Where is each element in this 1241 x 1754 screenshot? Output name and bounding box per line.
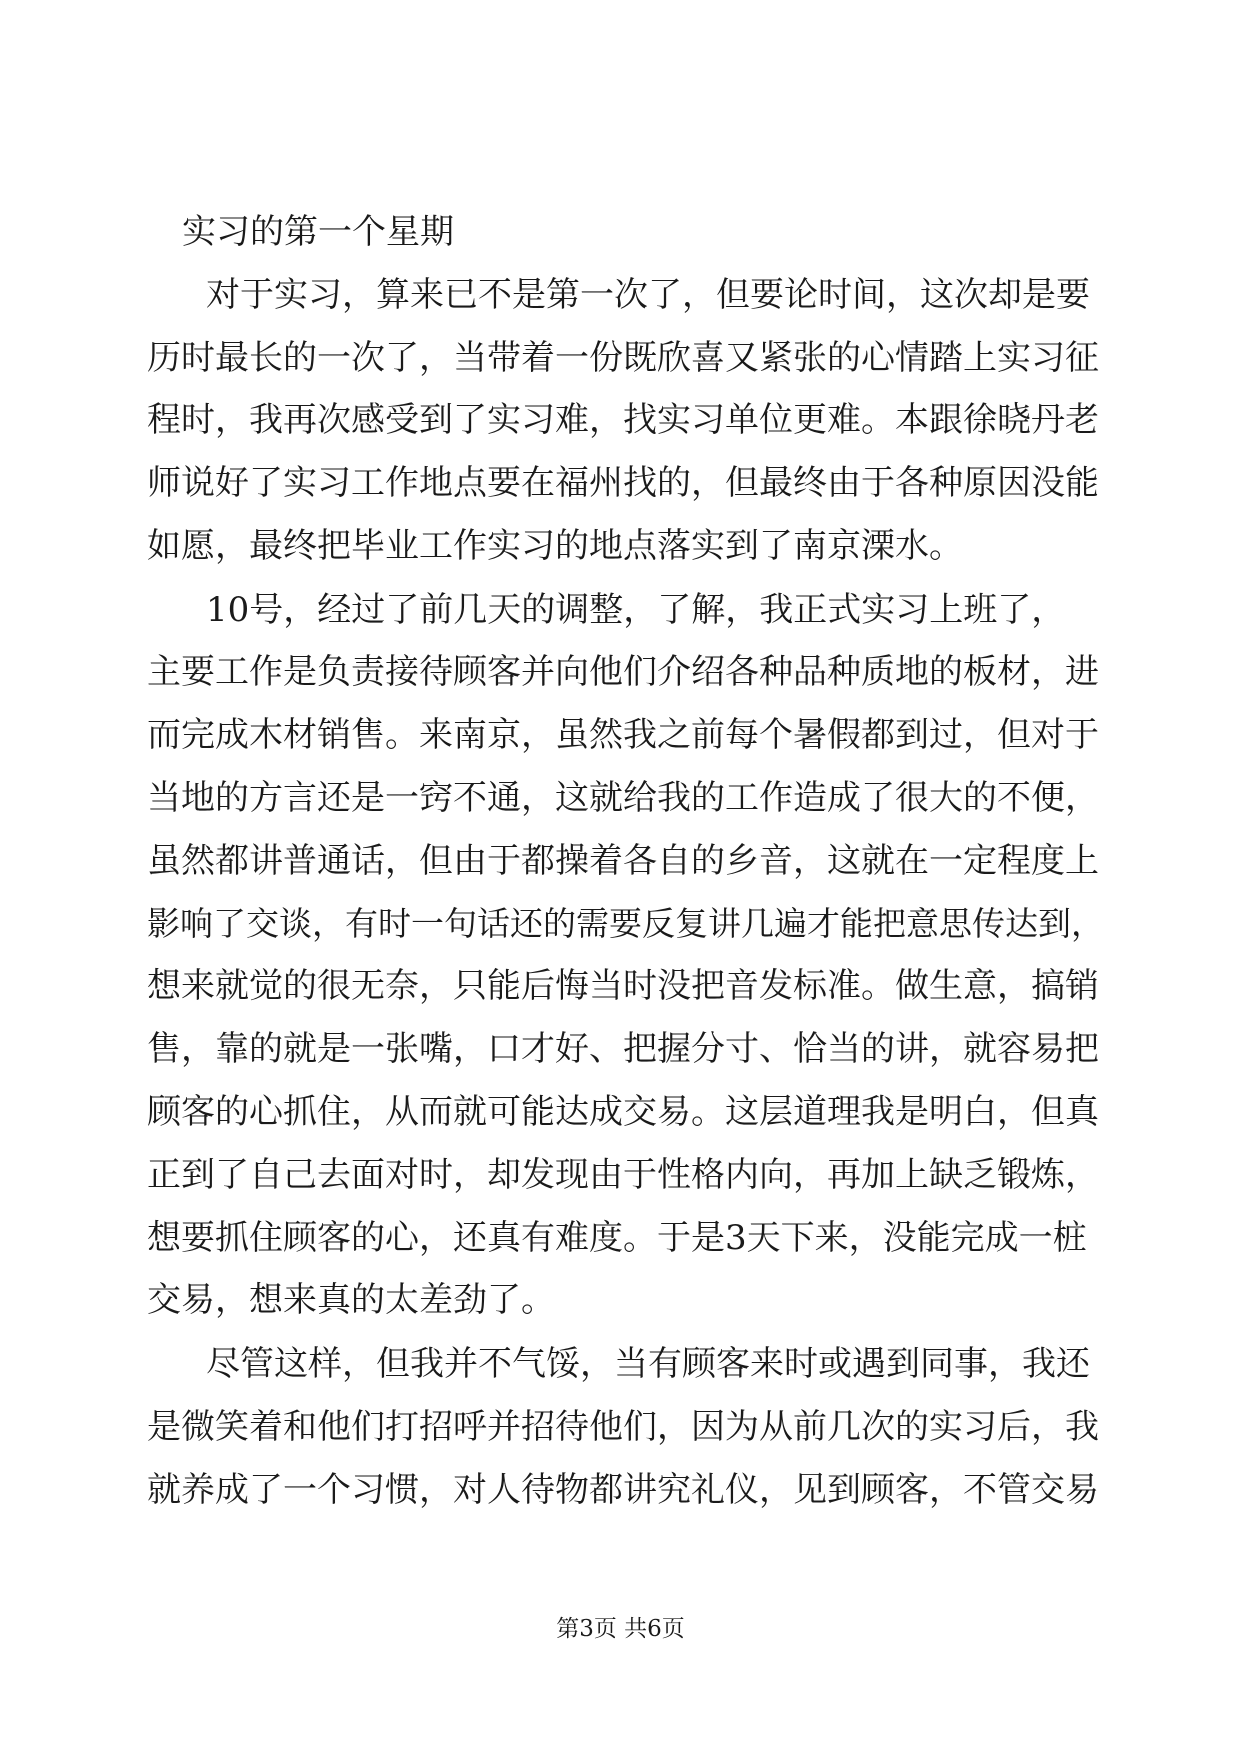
text-line: 想要抓住顾客的心，还真有难度。于是3天下来，没能完成一桩 — [147, 1218, 1087, 1258]
text-line: 影响了交谈，有时一句话还的需要反复讲几遍才能把意思传达到， — [147, 904, 1104, 943]
text-line: 顾客的心抓住，从而就可能达成交易。这层道理我是明白，但真 — [147, 1092, 1099, 1132]
text-line: 师说好了实习工作地点要在福州找的，但最终由于各种原因没能 — [147, 463, 1099, 503]
text-line: 想来就觉的很无奈，只能后悔当时没把音发标准。做生意，搞销 — [147, 966, 1099, 1006]
text-line: 正到了自己去面对时，却发现由于性格内向，再加上缺乏锻炼， — [147, 1155, 1099, 1195]
text-line: 尽管这样，但我并不气馁，当有顾客来时或遇到同事，我还 — [206, 1344, 1090, 1384]
text-line: 对于实习，算来已不是第一次了，但要论时间，这次却是要 — [206, 275, 1090, 315]
text-line: 就养成了一个习惯，对人待物都讲究礼仪，见到顾客，不管交易 — [147, 1470, 1099, 1510]
text-line: 程时，我再次感受到了实习难，找实习单位更难。本跟徐晓丹老 — [147, 400, 1099, 440]
text-line: 主要工作是负责接待顾客并向他们介绍各种品种质地的板材，进 — [147, 652, 1099, 692]
text-line: 是微笑着和他们打招呼并招待他们，因为从前几次的实习后，我 — [147, 1407, 1099, 1447]
text-line: 而完成木材销售。来南京，虽然我之前每个暑假都到过，但对于 — [147, 715, 1099, 755]
text-line: 10号，经过了前几天的调整，了解，我正式实习上班了， — [206, 590, 1066, 630]
page-number-footer: 第3页 共6页 — [556, 1616, 685, 1642]
document-heading: 实习的第一个星期 — [182, 212, 454, 252]
text-line: 如愿，最终把毕业工作实习的地点落实到了南京溧水。 — [147, 526, 963, 566]
text-line: 当地的方言还是一窍不通，这就给我的工作造成了很大的不便， — [147, 778, 1099, 818]
text-line: 售，靠的就是一张嘴，口才好、把握分寸、恰当的讲，就容易把 — [147, 1029, 1099, 1069]
text-line: 交易，想来真的太差劲了。 — [147, 1280, 555, 1320]
text-line: 历时最长的一次了，当带着一份既欣喜又紧张的心情踏上实习征 — [147, 338, 1099, 378]
text-line: 虽然都讲普通话，但由于都操着各自的乡音，这就在一定程度上 — [147, 841, 1099, 881]
